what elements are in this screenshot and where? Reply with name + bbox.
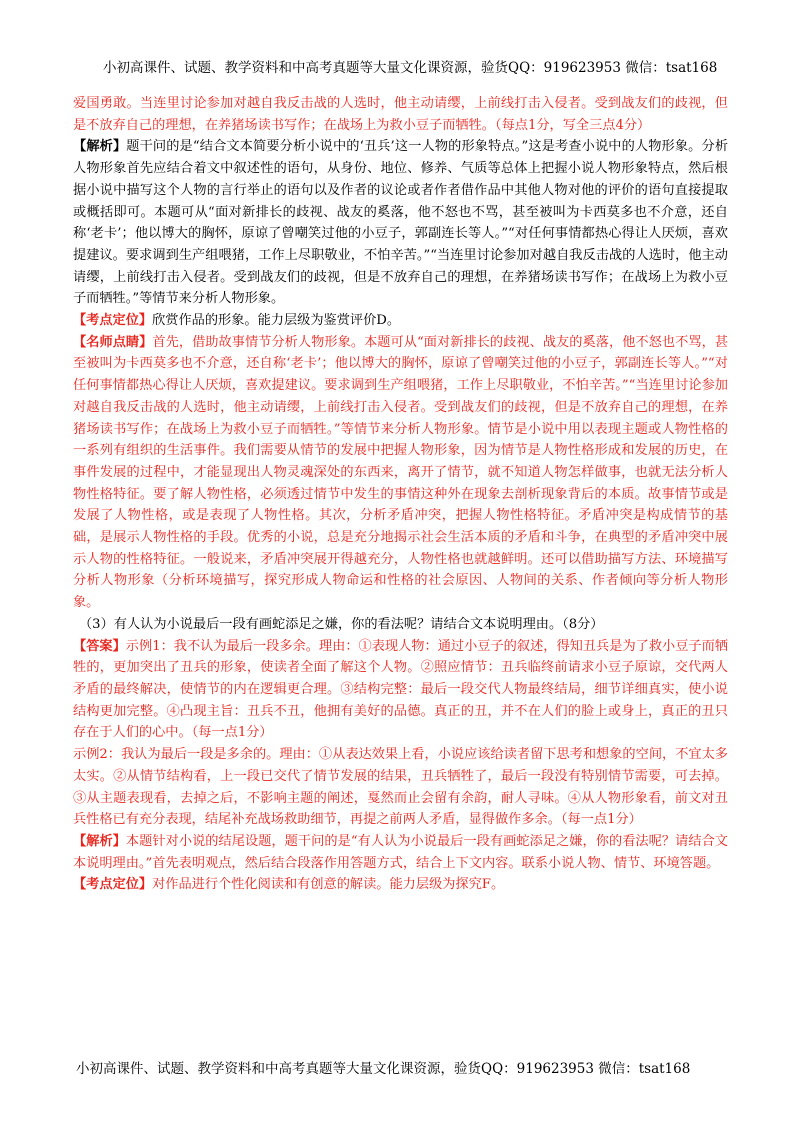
answer-tag: 【答案】 <box>73 638 126 654</box>
kaodian-paragraph-2 <box>73 874 728 896</box>
mingshi-paragraph <box>73 332 728 614</box>
question-3: （3）有人认为小说最后一段有画蛇添足之嫌，你的看法呢？请结合文本说明理由。（8分） <box>79 616 604 632</box>
answer-text: 示例1：我不认为最后一段多余。理由：①表现人物：通过小豆子的叙述，得知丑兵是为了救小豆子而牺牲的，更加突出了丑兵的形象，使读者全面了解这个人物。②照应情节：丑兵临终前请求小豆子原谅，交代两人矛盾的最终解决，使情节的内在逻辑更合理。③结构完整：最后一段交代人物最终结局，细节详细真实，使小说结构更加完整。④凸现主旨：丑兵不丑，他拥有美好的品德。真正的丑，并不在人们的脸上或身上，真正的丑只存在于人们的心中。（每一点1分） <box>73 638 729 741</box>
analysis-text: 题干问的是“结合文本简要分析小说中的‘丑兵’这一人物的形象特点。”这是考查小说中的人物形象。分析人物形象首先应结合着文中叙述性的语句，从身份、地位、修养、气质等总体上把握小说人物形象特点，然后根据小说中描写这个人物的言行举止的语句以及作者的议论或者作者借作品中其他人物对他的评价的语句直接提取或概括即可。本题可从“面对新排长的歧视、战友的奚落，他不怒也不骂，甚至被叫为卡西莫多也不介意，还自称‘老卡’；他以博大的胸怀，原谅了曾嘲笑过他的小豆子，郭副连长等人。”“对任何事情都热心得让人厌烦，喜欢提建议。要求调到生产组喂猪，工作上尽职敬业，不怕辛苦。”“当连里讨论参加对越自我反击战的人选时，他主动请缨，上前线打击入侵者。受到战友们的歧视，但是不放弃自己的理想，在养猪场读书写作；在战场上为救小豆子而牺牲。”等情节来分析人物形象。 <box>73 139 729 307</box>
analysis-tag: 【解析】 <box>73 833 126 849</box>
kaodian-tag: 【考点定位】 <box>73 313 153 329</box>
kaodian-paragraph-1 <box>73 310 728 332</box>
example-2-paragraph: 示例2：我认为最后一段是多余的。理由：①从表达效果上看，小说应该给读者留下思考和想象的空间，不宜太多太实。②从情节结构看，上一段已交代了情节发展的结果，丑兵牺牲了，最后一段没有特别情节需要，可去掉。③从主题表现看，去掉之后，不影响主题的阐述，戛然而止会留有余韵，耐人寻味。④从人物形象看，前文对丑兵性格已有充分表现，结尾补充战场救助细节，再提之前两人矛盾，显得做作多余。（每一点1分） <box>73 747 728 828</box>
page-header: 小初高课件、试题、教学资料和中高考真题等大量文化课资源，验货QQ：919623953 微信：tsat168 <box>103 60 718 76</box>
document-body <box>73 93 728 896</box>
kaodian-text: 欣赏作品的形象。能力层级为鉴赏评价D。 <box>152 313 401 329</box>
page-footer: 小初高课件、试题、教学资料和中高考真题等大量文化课资源，验货QQ：919623953 微信：tsat168 <box>76 1061 691 1077</box>
analysis-tag: 【解析】 <box>73 139 127 155</box>
kaodian-text: 对作品进行个性化阅读和有创意的解读。能力层级为探究F。 <box>152 877 505 893</box>
analysis-paragraph-1 <box>73 136 728 310</box>
kaodian-tag: 【考点定位】 <box>73 877 153 893</box>
answer-continuation: 爱国勇敢。当连里讨论参加对越自我反击战的人选时，他主动请缨，上前线打击入侵者。受到战友们的歧视，但是不放弃自己的理想，在养猪场读书写作；在战场上为救小豆子而牺牲。（每点1分，写全三点4分） <box>73 96 728 133</box>
answer-paragraph <box>73 636 728 745</box>
mingshi-text: 首先，借助故事情节分析人物形象。本题可从“面对新排长的歧视、战友的奚落，他不怒也不骂，甚至被叫为卡西莫多也不介意，还自称‘老卡’；他以博大的胸怀，原谅了曾嘲笑过他的小豆子，郭副连长等人。”“对任何事情都热心得让人厌烦，喜欢提建议。要求调到生产组喂猪，工作上尽职敬业，不怕辛苦。”“当连里讨论参加对越自我反击战的人选时，他主动请缨，上前线打击入侵者。受到战友们的歧视，但是不放弃自己的理想，在养猪场读书写作；在战场上为救小豆子而牺牲。”等情节来分析人物形象。情节是小说中用以表现主题或人物性格的一系列有组织的生活事件。我们需要从情节的发展中把握人物形象，因为情节是人物性格形成和发展的历史，在事件发展的过程中，才能显现出人物灵魂深处的东西来，离开了情节，就不知道人物怎样做事，也就无法分析人物性格特征。要了解人物性格，必须透过情节中发生的事情这种外在现象去剖析现象背后的本质。故事情节或是发展了人物性格，或是表现了人物性格。其次，分析矛盾冲突，把握人物性格特征。矛盾冲突是构成情节的基础，是展示人物性格的手段。优秀的小说，总是充分地揭示社会生活本质的矛盾和斗争，在典型的矛盾冲突中展示人物的性格特征。一般说来，矛盾冲突展开得越充分，人物性格也就越鲜明。还可以借助描写方法、环境描写分析人物形象（分析环境描写，探究形成人物命运和性格的社会原因、人物间的关系、作者倾向等分析人物形象。 <box>73 334 729 611</box>
analysis-text: 本题针对小说的结尾设题，题干问的是“有人认为小说最后一段有画蛇添足之嫌，你的看法呢？请结合文本说明理由。”首先表明观点，然后结合段落作用答题方式，结合上下文内容。联系小说人物、情节、环境答题。 <box>73 833 728 871</box>
analysis-paragraph-2 <box>73 831 728 874</box>
mingshi-tag: 【名师点睛】 <box>73 334 153 350</box>
